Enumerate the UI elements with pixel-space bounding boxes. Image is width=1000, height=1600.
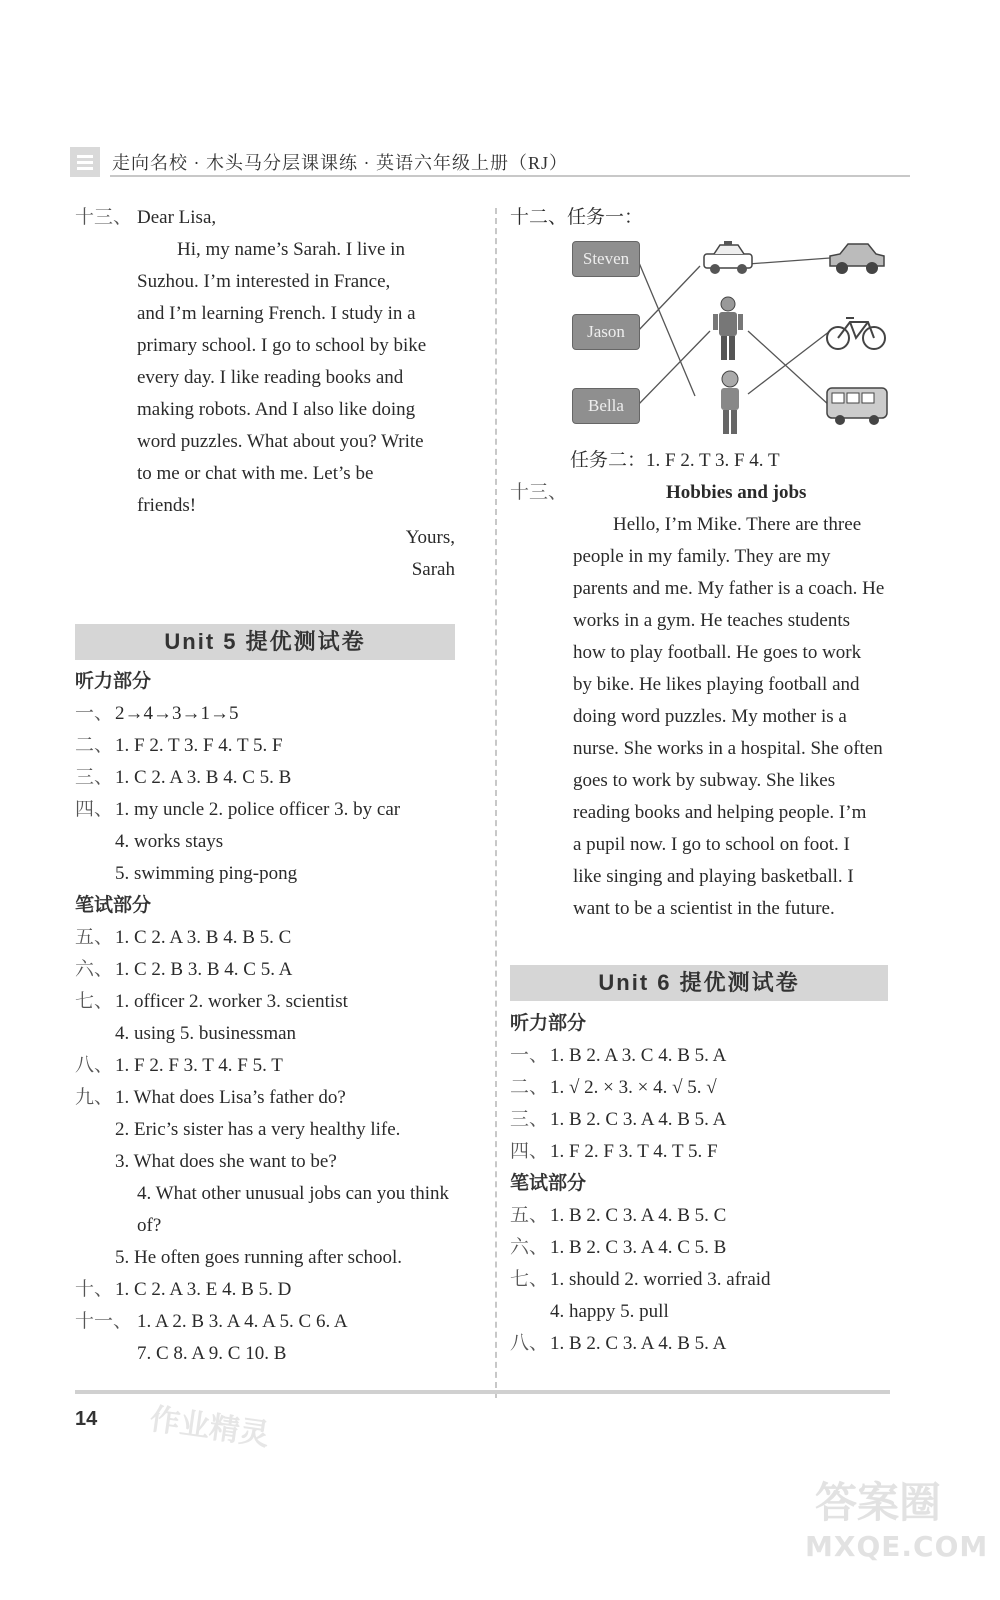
answer-text: 1. should 2. worried 3. afraid <box>550 1269 771 1290</box>
answer-text: 1. F 2. F 3. T 4. T 5. F <box>550 1141 718 1162</box>
essay-line: reading books and helping people. I’m <box>573 802 867 823</box>
item-number: 七、 <box>510 1269 549 1290</box>
item-number: 一、 <box>75 703 114 724</box>
task2-answers: 任务二：1. F 2. T 3. F 4. T <box>570 450 780 471</box>
unit6-title: Unit 6 提优测试卷 <box>510 965 888 1001</box>
letter-body <box>137 234 455 586</box>
answer-text: 1. √ 2. × 3. × 4. √ 5. √ <box>550 1077 717 1098</box>
answer-text: 1. B 2. C 3. A 4. B 5. C <box>550 1205 727 1226</box>
essay-line: works in a gym. He teaches students <box>573 610 851 631</box>
answer-text: 4. works stays <box>115 831 224 852</box>
answer-text: 7. C 8. A 9. C 10. B <box>137 1343 287 1364</box>
bus-icon <box>824 384 890 428</box>
letter-line: to me or chat with me. Let’s be <box>137 463 374 484</box>
item-number: 五、 <box>510 1205 549 1226</box>
item-number: 八、 <box>75 1055 114 1076</box>
answer-text: of? <box>137 1215 162 1236</box>
watermark-logo: 答案圈 <box>815 1478 942 1527</box>
name-box-jason: Jason <box>572 314 640 350</box>
item-number: 十、 <box>75 1279 114 1300</box>
answer-text: 1. What does Lisa’s father do? <box>115 1087 346 1108</box>
essay-line: a pupil now. I go to school on foot. I <box>573 834 850 855</box>
answer-text: 1. C 2. B 3. B 4. C 5. A <box>115 959 293 980</box>
answer-text: 1. my uncle 2. police officer 3. by car <box>115 799 401 820</box>
essay-line: doing word puzzles. My mother is a <box>573 706 847 727</box>
answer-text: 1. B 2. C 3. A 4. B 5. A <box>550 1109 727 1130</box>
header-title: 走向名校 · 木头马分层课课练 · 英语六年级上册（RJ） <box>112 153 568 173</box>
essay-line: parents and me. My father is a coach. He <box>573 578 885 599</box>
writing-section-title: 笔试部分 <box>75 895 152 916</box>
item-number: 二、 <box>510 1077 549 1098</box>
letter-line: Hi, my name’s Sarah. I live in <box>177 239 405 260</box>
book-icon <box>70 147 100 177</box>
answer-text: 5. He often goes running after school. <box>115 1247 403 1268</box>
essay-line: people in my family. They are my <box>573 546 831 567</box>
writing-section-title: 笔试部分 <box>510 1173 587 1194</box>
essay-body <box>573 509 891 925</box>
listening-section-title: 听力部分 <box>75 671 152 692</box>
answer-text: 3. What does she want to be? <box>115 1151 337 1172</box>
letter-line: primary school. I go to school by bike <box>137 335 427 356</box>
boy-figure-icon <box>714 370 746 438</box>
unit5-title: Unit 5 提优测试卷 <box>75 624 455 660</box>
answer-text: 1. C 2. A 3. B 4. C 5. B <box>115 767 292 788</box>
letter-greeting: Dear Lisa, <box>137 207 217 228</box>
letter-line: Suzhou. I’m interested in France, <box>137 271 391 292</box>
answer-text: 1. B 2. C 3. A 4. C 5. B <box>550 1237 727 1258</box>
essay-line: want to be a scientist in the future. <box>573 898 835 919</box>
letter-line: every day. I like reading books and <box>137 367 404 388</box>
letter-line: word puzzles. What about you? Write <box>137 431 424 452</box>
answer-text: 4. happy 5. pull <box>550 1301 669 1322</box>
item-number: 九、 <box>75 1087 114 1108</box>
page-number: 14 <box>75 1408 98 1430</box>
item-number: 一、 <box>510 1045 549 1066</box>
essay-line: like singing and playing basketball. I <box>573 866 854 887</box>
answer-text: 1. C 2. A 3. B 4. B 5. C <box>115 927 292 948</box>
item-number: 七、 <box>75 991 114 1012</box>
answer-text: 1. B 2. A 3. C 4. B 5. A <box>550 1045 727 1066</box>
answer-text: 1. C 2. A 3. E 4. B 5. D <box>115 1279 292 1300</box>
question-number-13-right: 十三、 <box>510 482 568 503</box>
watermark-url: MXQE.COM <box>805 1530 989 1563</box>
header-rule <box>110 175 910 177</box>
item-number: 四、 <box>510 1141 549 1162</box>
question-number-13: 十三、 <box>75 207 133 228</box>
letter-closing: Yours, <box>405 527 455 548</box>
watermark-stamp: 作业精灵 <box>147 1401 272 1454</box>
essay-line: by bike. He likes playing football and <box>573 674 860 695</box>
item-number: 四、 <box>75 799 114 820</box>
letter-line: and I’m learning French. I study in a <box>137 303 416 324</box>
unit5-answers <box>75 666 495 1370</box>
answer-text: 4. What other unusual jobs can you think <box>137 1183 450 1204</box>
item-number: 三、 <box>75 767 114 788</box>
letter-line: friends! <box>137 495 197 516</box>
name-box-bella: Bella <box>572 388 640 424</box>
item-number: 八、 <box>510 1333 549 1354</box>
item-number: 十一、 <box>75 1311 133 1332</box>
item-number: 六、 <box>510 1237 549 1258</box>
answer-text: 5. swimming ping-pong <box>115 863 298 884</box>
answer-text: 1. F 2. T 3. F 4. T 5. F <box>115 735 283 756</box>
unit6-answers <box>510 1008 895 1360</box>
essay-line: Hello, I’m Mike. There are three <box>613 514 862 535</box>
page-header <box>70 145 910 181</box>
man-figure-icon <box>710 296 746 364</box>
item-number: 六、 <box>75 959 114 980</box>
footer-rule <box>75 1390 890 1394</box>
essay-line: goes to work by subway. She likes <box>573 770 836 791</box>
item-number: 二、 <box>75 735 114 756</box>
listening-section-title: 听力部分 <box>510 1013 587 1034</box>
answer-text: 2. Eric’s sister has a very healthy life. <box>115 1119 401 1140</box>
answer-text: 1. officer 2. worker 3. scientist <box>115 991 348 1012</box>
letter-signature: Sarah <box>411 559 455 580</box>
answer-text: 4. using 5. businessman <box>115 1023 297 1044</box>
police-car-icon <box>700 240 756 278</box>
matching-figure <box>510 236 890 440</box>
column-divider <box>495 208 497 1398</box>
essay-line: nurse. She works in a hospital. She often <box>573 738 883 759</box>
name-box-steven: Steven <box>572 241 640 277</box>
task1-header: 十二、任务一： <box>510 207 644 228</box>
answer-text: 1. A 2. B 3. A 4. A 5. C 6. A <box>137 1311 348 1332</box>
letter-line: making robots. And I also like doing <box>137 399 416 420</box>
bicycle-icon <box>824 312 888 352</box>
answer-text: 2→4→3→1→5 <box>115 703 239 724</box>
essay-line: how to play football. He goes to work <box>573 642 862 663</box>
item-number: 三、 <box>510 1109 549 1130</box>
essay-title: Hobbies and jobs <box>666 482 807 503</box>
item-number: 五、 <box>75 927 114 948</box>
answer-text: 1. F 2. F 3. T 4. F 5. T <box>115 1055 283 1076</box>
car-icon <box>826 238 888 278</box>
answer-text: 1. B 2. C 3. A 4. B 5. A <box>550 1333 727 1354</box>
